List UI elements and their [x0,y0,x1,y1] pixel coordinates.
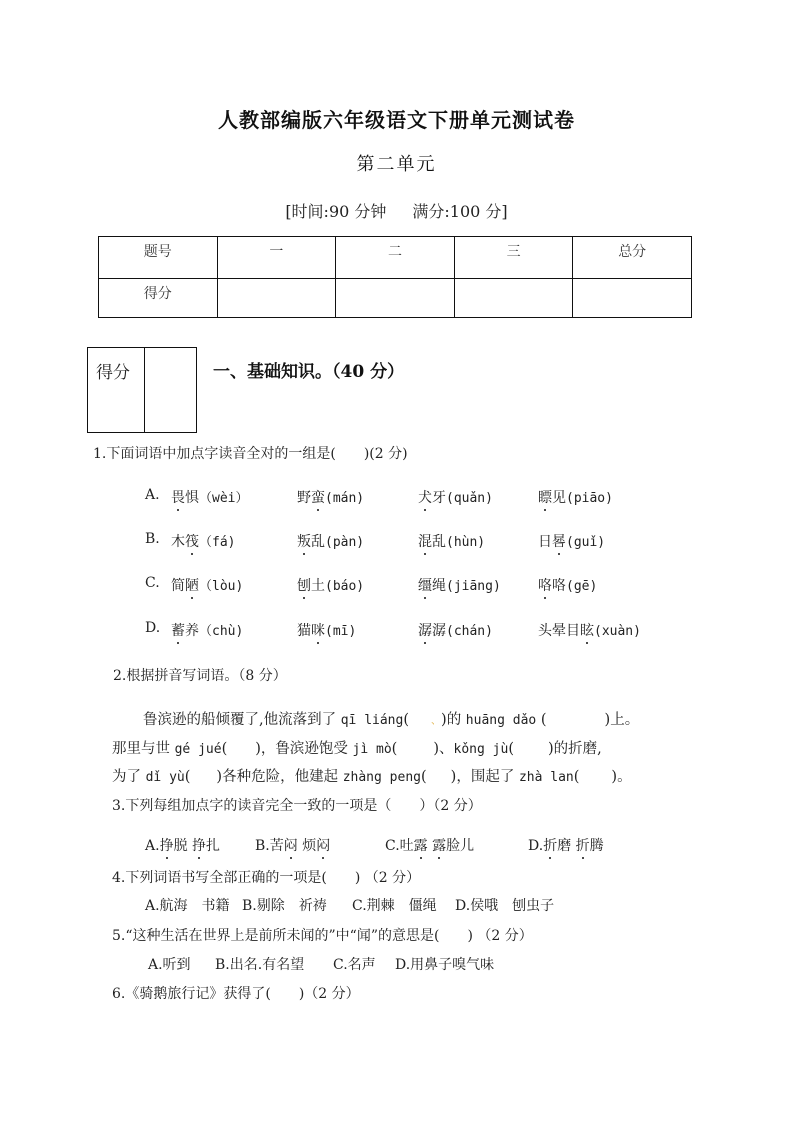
text: 各种危险，他建起 [222,769,343,785]
pinyin: jì mò [352,742,392,757]
q1-option-word [171,575,243,595]
unit-subtitle: 第二单元 [356,154,437,175]
question-1-stem: 1.下面词语中加点字读音全对的一组是( )(2 分) [93,446,408,462]
word-text: 土 [311,578,325,594]
word-text: 养 [185,623,199,639]
question-4-stem: 4.下列词语书写全部正确的一项是( ) （2 分） [112,870,421,886]
q5-option-b[interactable]: B.出名.有名望 [215,957,305,973]
pinyin: huāng dǎo [465,713,537,728]
pinyin: (gē) [566,579,598,594]
word-text: 潺 [432,623,446,639]
exam-title: 人教部编版六年级语文下册单元测试卷 [218,108,575,132]
word-text: 乱 [311,534,325,550]
dotted-character: 潺 [418,620,432,640]
word-text: 日 [538,534,552,550]
word-text: 木 [171,534,185,550]
dotted-character: 折 [576,835,590,855]
pinyin: (jiāng) [446,579,501,594]
pinyin: (piāo) [566,491,613,506]
q4-option-b[interactable]: B.剔除 祈祷 [242,898,327,914]
q1-option-word [418,620,493,640]
q1-option-word [297,620,356,640]
option-word: 吐露 [400,838,428,854]
dotted-character: 混 [418,531,432,551]
header-cell: 三 [454,237,573,279]
dotted-character: 咪 [311,620,325,640]
dotted-character: 晷 [552,531,566,551]
dotted-character: 露 [432,835,446,855]
q1-option-word [297,531,364,551]
q2-line-3: 为了 dǐ yù( )各种危险，他建起 zhàng peng( )，围起了 zhà lan( )。 [112,769,632,785]
dotted-character: 挣 [160,835,174,855]
word-text: 简 [171,578,185,594]
q3-option[interactable] [145,835,220,855]
dotted-character: 挣 [192,835,206,855]
q5-option-d[interactable]: D.用鼻子嗅气味 [395,957,495,973]
question-2-stem: 2.根据拼音写词语。（8 分） [113,668,287,684]
option-word: 折腾 [576,838,604,854]
dotted-character: 露 [414,835,428,855]
pinyin: (xuàn) [594,624,641,639]
option-word: 挣扎 [192,838,220,854]
text: 那里与世 [112,741,175,757]
option-word: 烦闷 [302,838,330,854]
word-text: 头晕目 [538,623,580,639]
pinyin: dǐ yù [145,770,185,785]
dotted-character: 折 [543,835,557,855]
stray-mark: 、 [431,716,442,727]
text: ，鲁滨逊饱受 [260,741,353,757]
q2-line-1: 鲁滨逊的船倾覆了,他流落到了 qī liáng( 、)的 huāng dǎo ( )上。 [143,712,640,728]
dotted-character: 犬 [418,487,432,507]
word-text: 乱 [432,534,446,550]
dotted-character: 畏 [171,487,185,507]
q1-option-word [538,620,641,640]
pinyin: qī liáng [340,713,404,728]
word-text: 惧 [185,490,199,506]
question-5-stem: 5.“这种生活在世界上是前所未闻的”中“闻”的意思是( ) （2 分） [112,928,533,944]
pinyin: (mī) [325,624,357,639]
q1-option-letter[interactable]: B. [145,531,160,547]
text: 鲁滨逊的船倾覆了,他流落到了 [143,712,341,728]
question-3-stem: 3.下列每组加点字的读音完全一致的一项是（ ）（2 分） [112,798,482,814]
dotted-character: 缰 [418,575,432,595]
dotted-character: 刨 [297,575,311,595]
q3-option[interactable] [255,835,330,855]
q1-option-letter[interactable]: C. [145,575,160,591]
q4-option-d[interactable]: D.侯哦 刨虫子 [455,898,555,914]
q1-option-word [538,575,597,595]
q1-option-word [418,575,501,595]
option-letter: A. [145,838,160,854]
pinyin: （fá) [199,535,236,550]
text: 的 [446,712,466,728]
q5-option-a[interactable]: A.听到 [148,957,191,973]
exam-meta [0,199,793,222]
header-cell: 一 [217,237,336,279]
header-cell: 二 [336,237,455,279]
word-text: 绳 [432,578,446,594]
header-cell: 总分 [573,237,692,279]
q2-line-2: 那里与世 gé jué( )，鲁滨逊饱受 jì mò( )、kǒng jù( )的折磨, [112,741,602,757]
text: 、 [439,741,454,757]
option-word: 苦闷 [270,838,298,854]
score-table-score-row [99,279,692,318]
text: 上。 [610,712,640,728]
section-score-label: 得分 [96,363,130,383]
score-cell[interactable] [217,279,336,318]
option-word: 折磨 [543,838,571,854]
score-table-header-row [99,237,692,279]
word-text: 牙 [432,490,446,506]
row-label: 得分 [99,279,218,318]
score-cell[interactable] [336,279,455,318]
text: ，围起了 [456,769,519,785]
score-box-divider [144,348,145,432]
q1-option-word [297,575,364,595]
dotted-character: 闷 [284,835,298,855]
word-text: 野 [297,490,311,506]
pinyin: (hùn) [446,535,486,550]
pinyin: (quǎn) [446,491,493,506]
pinyin: (pàn) [325,535,365,550]
pinyin: （chù) [199,624,244,639]
q1-option-letter[interactable]: D. [145,620,161,636]
q1-option-word [538,531,605,551]
dotted-character: 陋 [185,575,199,595]
score-table [98,236,692,318]
score-cell[interactable] [454,279,573,318]
header-cell: 题号 [99,237,218,279]
pinyin: (chán) [446,624,493,639]
q1-option-word [171,487,248,507]
q1-option-word [297,487,364,507]
pinyin: zhàng peng [342,770,421,785]
answer-blank[interactable] [409,712,441,728]
option-letter: C. [385,838,400,854]
dotted-character: 闷 [316,835,330,855]
text: 。 [617,769,632,785]
text: 的折磨, [553,741,602,757]
full-score: 满分:100 分] [412,202,508,221]
section-score-box [87,347,197,433]
time-limit: [时间:90 分钟 [285,202,387,221]
dotted-character: 筏 [185,531,199,551]
text: 为了 [112,769,146,785]
pinyin: （wèi） [199,491,249,506]
pinyin: (guǐ) [566,535,606,550]
q1-option-word [418,487,493,507]
dotted-character: 蛮 [311,487,325,507]
q1-option-letter[interactable]: A. [145,487,160,503]
q3-option[interactable] [385,835,474,855]
q3-option[interactable] [528,835,604,855]
q1-option-word [538,487,613,507]
pinyin: gé jué [174,742,222,757]
q5-option-c[interactable]: C.名声 [333,957,376,973]
option-letter: B. [255,838,270,854]
q1-option-word [418,531,485,551]
option-letter: D. [528,838,544,854]
word-text: 猫 [297,623,311,639]
score-cell[interactable] [573,279,692,318]
word-text: 见 [552,490,566,506]
pinyin: kǒng jù [453,742,509,757]
q1-option-word [171,620,243,640]
q4-option-a[interactable]: A.航海 书籍 [145,898,230,914]
dotted-character: 咯 [538,575,552,595]
question-6-stem: 6.《骑鹅旅行记》获得了( )（2 分） [112,986,360,1002]
q4-option-c[interactable]: C.荆棘 僵绳 [352,898,437,914]
pinyin: zhà lan [518,770,574,785]
section-heading: 一、基础知识。（40 分） [213,362,405,382]
pinyin: （lòu) [199,579,244,594]
dotted-character: 蓄 [171,620,185,640]
dotted-character: 瞟 [538,487,552,507]
pinyin: (mán) [325,491,365,506]
option-word: 挣脱 [160,838,188,854]
option-word: 露脸儿 [432,838,474,854]
dotted-character: 叛 [297,531,311,551]
q1-option-word [171,531,235,551]
dotted-character: 眩 [580,620,594,640]
pinyin: (báo) [325,579,365,594]
word-text: 咯 [552,578,566,594]
